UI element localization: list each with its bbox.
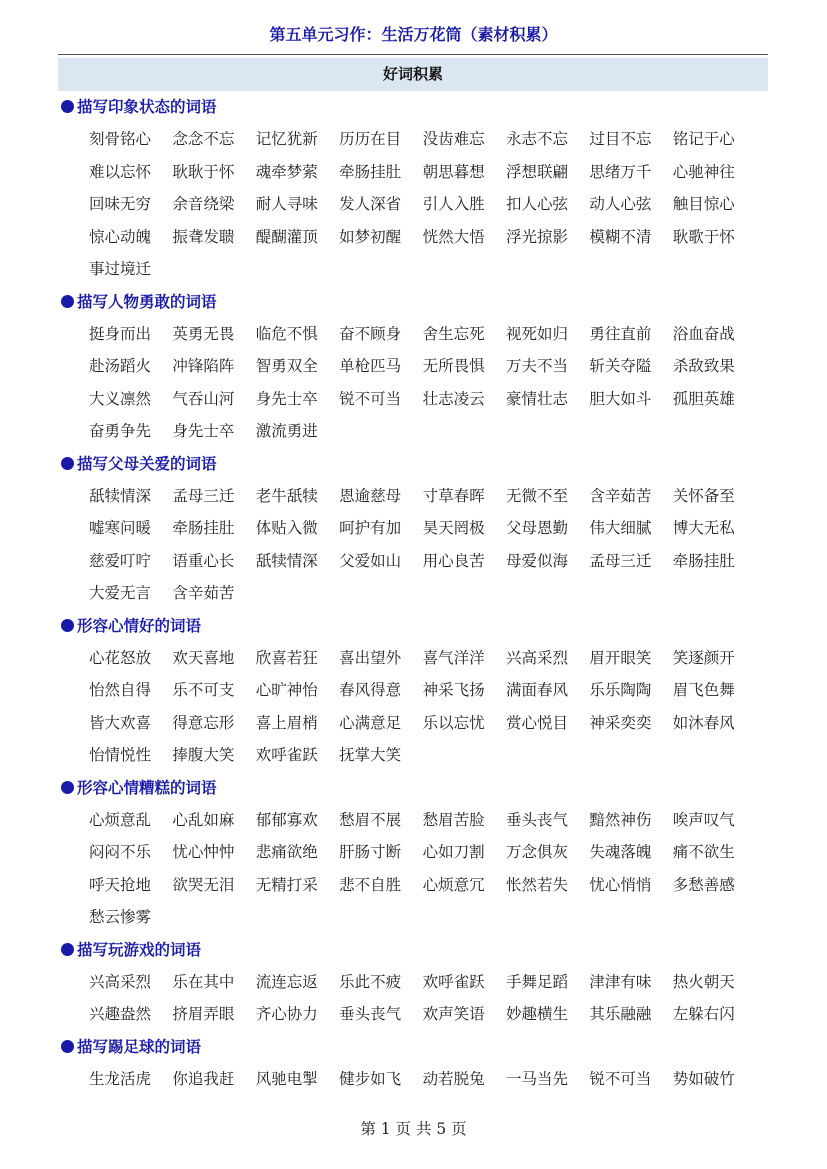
word-item: 愁眉苦脸 <box>422 810 485 829</box>
word-item: 无微不至 <box>505 486 568 505</box>
section-heading <box>58 1031 778 1063</box>
word-item: 锐不可当 <box>339 389 402 408</box>
word-item: 恩逾慈母 <box>339 486 402 505</box>
word-item: 兴趣盎然 <box>89 1005 152 1023</box>
word-item: 引人入胜 <box>422 195 485 213</box>
word-item: 慈爱叮咛 <box>89 551 152 570</box>
word-item: 你追我赶 <box>172 1069 235 1088</box>
word-item: 呵护有加 <box>339 519 402 537</box>
word-item: 痛不欲生 <box>672 843 735 861</box>
word-item: 悲不自胜 <box>339 875 402 894</box>
word-item: 舐犊情深 <box>89 486 152 505</box>
word-item: 冲锋陷阵 <box>172 357 235 375</box>
word-grid <box>58 123 778 286</box>
word-item: 眉飞色舞 <box>672 681 735 699</box>
word-item: 豪情壮志 <box>505 389 568 408</box>
word-item: 乐此不疲 <box>339 972 402 991</box>
word-item: 回味无穷 <box>89 195 152 213</box>
word-item: 欢呼雀跃 <box>255 746 318 764</box>
word-item: 欣喜若狂 <box>255 648 318 667</box>
section-heading-label: 形容心情糟糕的词语 <box>77 778 217 797</box>
word-item: 思绪万千 <box>589 162 652 181</box>
word-item: 唉声叹气 <box>672 810 735 829</box>
word-item: 动若脱兔 <box>422 1069 485 1088</box>
word-item: 挤眉弄眼 <box>172 1005 235 1023</box>
word-item: 欢呼雀跃 <box>422 972 485 991</box>
word-item: 怡情悦性 <box>89 746 152 764</box>
word-item: 单枪匹马 <box>339 357 402 375</box>
word-item: 风驰电掣 <box>255 1069 318 1088</box>
word-grid <box>58 318 778 448</box>
word-item: 醍醐灌顶 <box>255 227 318 246</box>
word-item: 万夫不当 <box>505 357 568 375</box>
word-item: 浮光掠影 <box>505 227 568 246</box>
word-item: 流连忘返 <box>255 972 318 991</box>
word-item: 心如刀割 <box>422 843 485 861</box>
word-item: 孤胆英雄 <box>672 389 735 408</box>
word-item: 乐以忘忧 <box>422 713 485 732</box>
word-grid <box>58 966 778 1031</box>
word-item: 勇往直前 <box>589 324 652 343</box>
word-item: 心烦意乱 <box>89 810 152 829</box>
word-item: 失魂落魄 <box>589 843 652 861</box>
word-item: 父爱如山 <box>339 551 402 570</box>
word-item: 神采奕奕 <box>589 713 652 732</box>
word-item: 身先士卒 <box>255 389 318 408</box>
bullet-icon <box>61 943 74 956</box>
word-item: 耿耿于怀 <box>172 162 235 181</box>
word-item: 含辛茹苦 <box>589 486 652 505</box>
section-heading-label: 描写踢足球的词语 <box>77 1037 202 1056</box>
bullet-icon <box>61 781 74 794</box>
word-item: 浴血奋战 <box>672 324 735 343</box>
word-item: 模糊不清 <box>589 227 652 246</box>
word-item: 欢天喜地 <box>172 648 235 667</box>
section-heading-label: 描写人物勇敢的词语 <box>77 292 217 311</box>
word-item: 孟母三迁 <box>589 551 652 570</box>
word-item: 体贴入微 <box>255 519 318 537</box>
word-item: 生龙活虎 <box>89 1069 152 1088</box>
word-item: 气吞山河 <box>172 389 235 408</box>
word-item: 呼天抢地 <box>89 875 152 894</box>
bullet-icon <box>61 619 74 632</box>
word-item: 心烦意冗 <box>422 875 485 894</box>
word-item: 斩关夺隘 <box>589 357 652 375</box>
word-item: 肝肠寸断 <box>339 843 402 861</box>
word-item: 父母恩勤 <box>505 519 568 537</box>
page-footer: 第 1 页 共 5 页 <box>360 1120 467 1138</box>
word-item: 如沐春风 <box>672 713 735 732</box>
word-item: 愁眉不展 <box>339 810 402 829</box>
word-item: 赴汤蹈火 <box>89 357 152 375</box>
word-grid <box>58 642 778 772</box>
word-item: 用心良苦 <box>422 551 485 570</box>
word-item: 心旷神怡 <box>255 681 318 699</box>
word-item: 怅然若失 <box>505 875 568 894</box>
word-item: 耿歌于怀 <box>672 227 735 246</box>
section-banner: 好词积累 <box>58 58 768 91</box>
word-grid <box>58 480 778 610</box>
word-item: 齐心协力 <box>255 1005 318 1023</box>
word-item: 朝思暮想 <box>422 162 485 181</box>
word-item: 铭记于心 <box>672 130 735 148</box>
word-item: 惊心动魄 <box>89 227 152 246</box>
word-item: 难以忘怀 <box>89 162 152 181</box>
word-item: 舐犊情深 <box>255 551 318 570</box>
section-heading <box>58 91 778 123</box>
word-item: 嘘寒问暖 <box>89 519 152 537</box>
word-item: 锐不可当 <box>589 1069 652 1088</box>
word-item: 悲痛欲绝 <box>255 843 318 861</box>
word-item: 关怀备至 <box>672 486 735 505</box>
word-item: 触目惊心 <box>672 195 735 213</box>
word-item: 一马当先 <box>505 1069 568 1088</box>
word-item: 无所畏惧 <box>422 357 485 375</box>
word-item: 大义凛然 <box>89 389 152 408</box>
document-title: 第五单元习作：生活万花筒（素材积累） <box>269 25 558 44</box>
word-item: 热火朝天 <box>672 972 735 991</box>
word-item: 喜气洋洋 <box>422 648 485 667</box>
word-item: 垂头丧气 <box>339 1005 402 1023</box>
word-item: 恍然大悟 <box>422 227 485 246</box>
word-item: 手舞足蹈 <box>505 972 568 991</box>
word-item: 事过境迁 <box>89 260 152 278</box>
word-item: 左躲右闪 <box>672 1005 735 1023</box>
word-item: 得意忘形 <box>172 713 235 732</box>
word-item: 杀敌致果 <box>672 357 735 375</box>
word-item: 健步如飞 <box>339 1069 402 1088</box>
word-item: 记忆犹新 <box>255 130 318 148</box>
bullet-icon <box>61 100 74 113</box>
word-item: 身先士卒 <box>172 422 235 440</box>
word-item: 郁郁寡欢 <box>255 810 318 829</box>
section-heading <box>58 610 778 642</box>
word-item: 捧腹大笑 <box>172 746 235 764</box>
word-item: 心花怒放 <box>89 648 152 667</box>
word-item: 念念不忘 <box>172 130 235 148</box>
word-item: 振聋发聩 <box>172 227 235 246</box>
section-heading-label: 描写印象状态的词语 <box>77 98 217 116</box>
word-item: 心驰神往 <box>672 162 735 181</box>
word-item: 愁云惨雾 <box>89 908 152 926</box>
word-item: 欲哭无泪 <box>172 875 235 894</box>
bullet-icon <box>61 1040 74 1053</box>
word-item: 余音绕梁 <box>172 195 235 213</box>
word-item: 笑逐颜开 <box>672 648 735 667</box>
word-item: 昊天罔极 <box>422 519 485 537</box>
word-item: 心满意足 <box>339 713 402 732</box>
word-item: 多愁善感 <box>672 875 735 894</box>
word-item: 奋勇争先 <box>89 422 152 440</box>
word-item: 扣人心弦 <box>505 195 568 213</box>
bullet-icon <box>61 295 74 308</box>
word-item: 发人深省 <box>339 195 402 213</box>
word-item: 兴高采烈 <box>89 972 152 991</box>
word-item: 乐在其中 <box>172 972 235 991</box>
word-item: 历历在目 <box>339 130 402 148</box>
word-item: 耐人寻味 <box>255 195 318 213</box>
word-item: 黯然神伤 <box>589 810 652 829</box>
word-item: 胆大如斗 <box>589 389 652 408</box>
word-item: 闷闷不乐 <box>89 843 152 861</box>
word-item: 兴高采烈 <box>505 648 568 667</box>
word-item: 神采飞扬 <box>422 681 485 699</box>
word-item: 博大无私 <box>672 519 735 537</box>
word-item: 临危不惧 <box>255 324 318 343</box>
section-heading <box>58 772 778 804</box>
word-item: 喜上眉梢 <box>255 713 318 732</box>
word-item: 如梦初醒 <box>339 227 402 246</box>
word-item: 无精打采 <box>255 875 318 894</box>
word-item: 怡然自得 <box>89 681 152 699</box>
word-item: 牵肠挂肚 <box>172 519 235 537</box>
word-item: 春风得意 <box>339 681 402 699</box>
word-item: 妙趣横生 <box>505 1005 568 1023</box>
word-item: 母爱似海 <box>505 551 568 570</box>
word-grid <box>58 1063 778 1096</box>
word-item: 抚掌大笑 <box>339 746 402 764</box>
word-item: 势如破竹 <box>672 1069 735 1088</box>
word-item: 没齿难忘 <box>422 130 485 148</box>
word-item: 乐乐陶陶 <box>589 681 652 699</box>
word-item: 英勇无畏 <box>172 324 235 343</box>
word-item: 大爱无言 <box>89 584 152 602</box>
word-item: 永志不忘 <box>505 130 568 148</box>
section-heading-label: 描写父母关爱的词语 <box>77 454 217 473</box>
word-item: 挺身而出 <box>89 324 152 343</box>
word-item: 垂头丧气 <box>505 810 568 829</box>
word-item: 万念俱灰 <box>505 843 568 861</box>
word-item: 老牛舐犊 <box>255 486 318 505</box>
word-item: 伟大细腻 <box>589 519 652 537</box>
word-item: 刻骨铭心 <box>89 130 152 148</box>
section-heading-label: 形容心情好的词语 <box>77 616 202 635</box>
word-item: 激流勇进 <box>255 422 318 440</box>
bullet-icon <box>61 457 74 470</box>
word-item: 赏心悦目 <box>505 713 568 732</box>
word-item: 牵肠挂肚 <box>339 162 402 181</box>
word-item: 壮志凌云 <box>422 389 485 408</box>
word-item: 过目不忘 <box>589 130 652 148</box>
word-grid <box>58 804 778 934</box>
word-item: 浮想联翩 <box>505 162 568 181</box>
word-item: 心乱如麻 <box>172 810 235 829</box>
word-list-content <box>58 91 778 1095</box>
word-item: 忧心忡忡 <box>172 843 235 861</box>
section-heading <box>58 448 778 480</box>
section-heading <box>58 286 778 318</box>
word-item: 孟母三迁 <box>172 486 235 505</box>
word-item: 津津有味 <box>589 972 652 991</box>
word-item: 皆大欢喜 <box>89 713 152 732</box>
title-divider <box>58 54 768 55</box>
word-item: 奋不顾身 <box>339 324 402 343</box>
word-item: 喜出望外 <box>339 648 402 667</box>
section-heading <box>58 934 778 966</box>
word-item: 舍生忘死 <box>422 324 485 343</box>
word-item: 欢声笑语 <box>422 1005 485 1023</box>
word-item: 魂牵梦萦 <box>255 162 318 181</box>
word-item: 含辛茹苦 <box>172 584 235 602</box>
word-item: 动人心弦 <box>589 195 652 213</box>
word-item: 忧心悄悄 <box>589 875 652 894</box>
section-heading-label: 描写玩游戏的词语 <box>77 940 202 959</box>
word-item: 视死如归 <box>505 324 568 343</box>
word-item: 乐不可支 <box>172 681 235 699</box>
word-item: 智勇双全 <box>255 357 318 375</box>
word-item: 眉开眼笑 <box>589 648 652 667</box>
word-item: 寸草春晖 <box>422 486 485 505</box>
word-item: 满面春风 <box>505 681 568 699</box>
word-item: 牵肠挂肚 <box>672 551 735 570</box>
word-item: 语重心长 <box>172 551 235 570</box>
word-item: 其乐融融 <box>589 1005 652 1023</box>
